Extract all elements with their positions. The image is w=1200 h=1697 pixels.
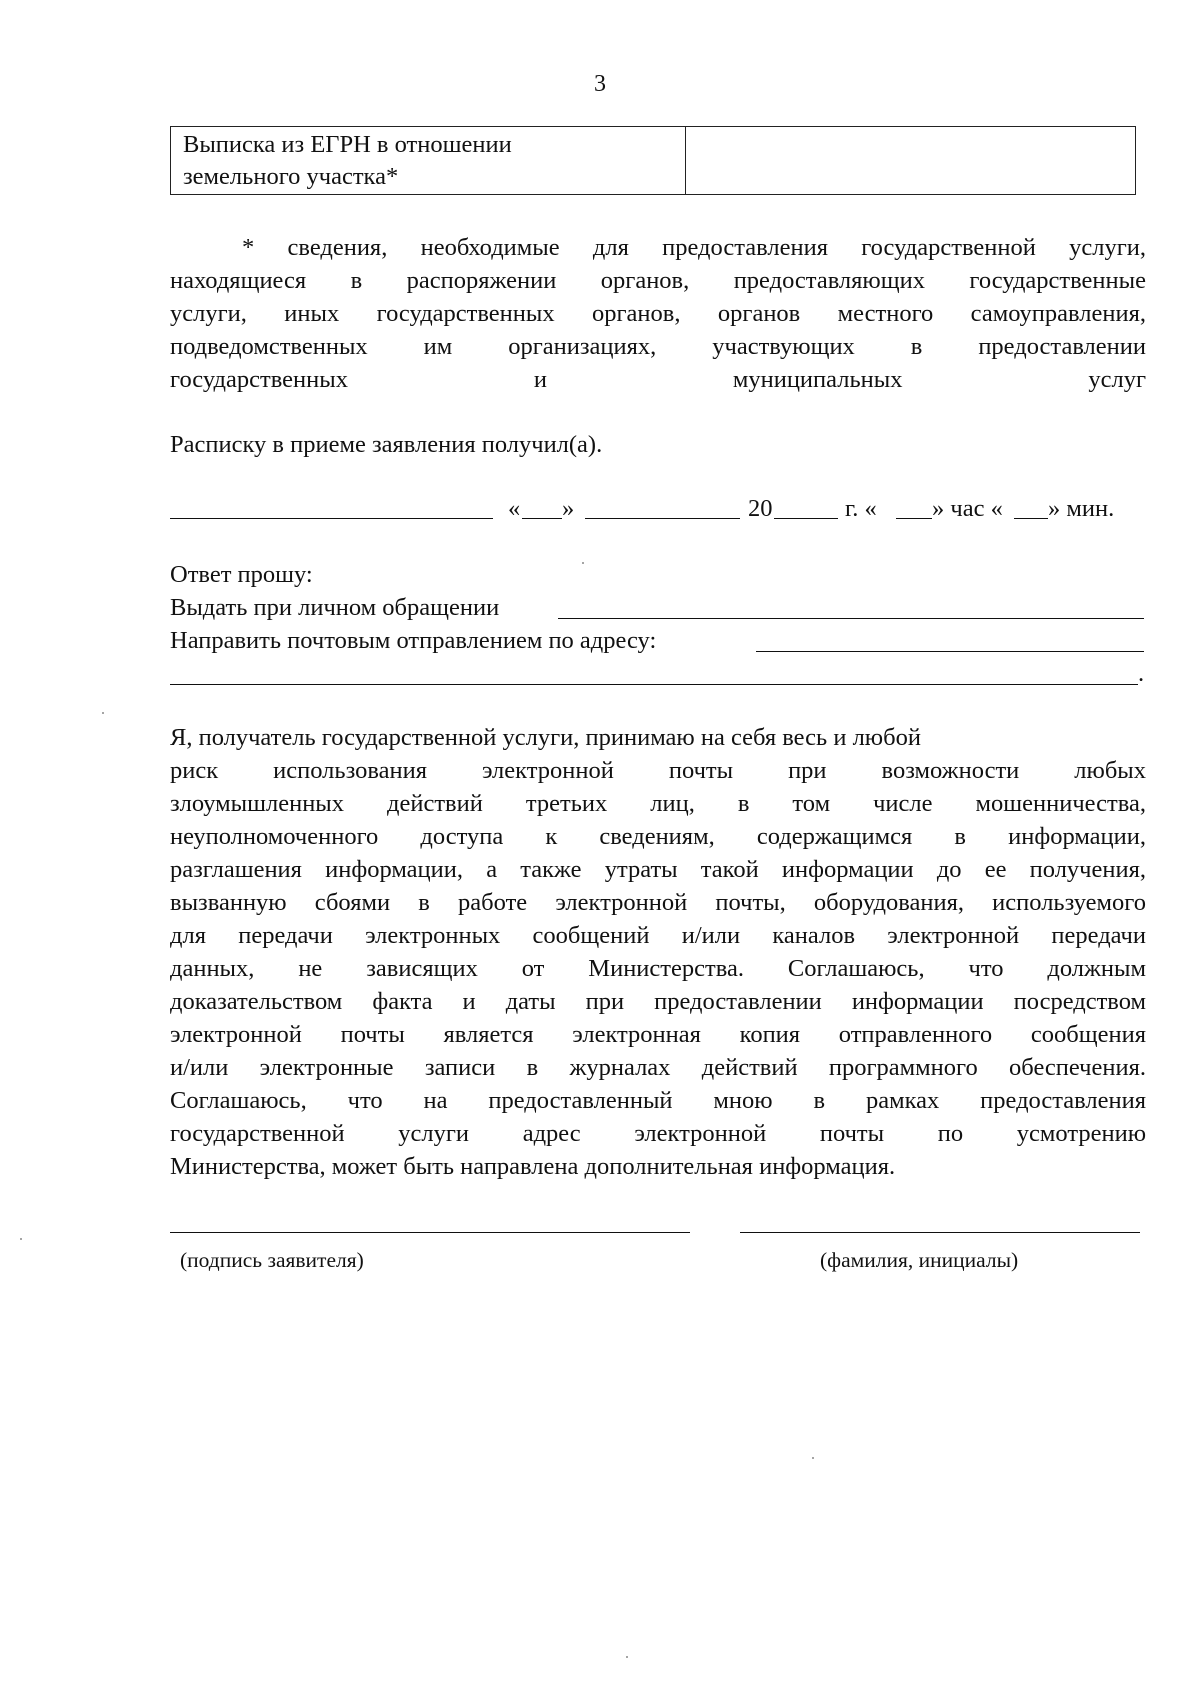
address-end-dot: . — [1138, 660, 1145, 687]
receipt-date-line — [170, 492, 1140, 525]
minute-close: » мин. — [1048, 495, 1115, 522]
signature-blank[interactable] — [170, 1232, 690, 1233]
month-blank[interactable] — [585, 492, 740, 519]
year-blank[interactable] — [774, 492, 838, 519]
consent-line: Соглашаюсь, что на предоставленный мною в рамках предоставления — [170, 1087, 1146, 1114]
year-suffix: г. « — [845, 495, 877, 522]
mail-address-blank-continued[interactable] — [170, 684, 1138, 685]
table-row-label-line2: земельного участка* — [183, 163, 399, 190]
answer-section — [170, 558, 1146, 690]
signature-label: (подпись заявителя) — [180, 1248, 364, 1272]
consent-line: государственной услуги адрес электронной почты по усмотрению — [170, 1120, 1146, 1147]
quote-close: » — [562, 495, 575, 522]
page-number: 3 — [594, 71, 606, 97]
receiver-blank[interactable] — [170, 492, 493, 519]
consent-line: вызванную сбоями в работе электронной почты, оборудования, используемого — [170, 889, 1146, 916]
scan-speck — [20, 1238, 22, 1240]
minute-blank[interactable] — [1014, 492, 1048, 519]
footnote-line: услуги, иных государственных органов, органов местного самоуправления, — [170, 300, 1146, 327]
table-row-label — [171, 127, 686, 194]
hour-blank[interactable] — [896, 492, 932, 519]
answer-option-by-mail-label: Направить почтовым отправлением по адресу: — [170, 627, 657, 654]
consent-line: для передачи электронных сообщений и/или каналов электронной передачи — [170, 922, 1146, 949]
answer-option-in-person-label: Выдать при личном обращении — [170, 594, 500, 621]
documents-table — [170, 126, 1136, 195]
consent-line: злоумышленных действий третьих лиц, в том числе мошенничества, — [170, 790, 1146, 817]
consent-line: и/или электронные записи в журналах действий программного обеспечения. — [170, 1054, 1146, 1081]
signature-block — [170, 1232, 1146, 1292]
answer-option-by-mail — [170, 624, 1146, 657]
name-label: (фамилия, инициалы) — [820, 1248, 1019, 1272]
scan-speck — [102, 712, 104, 714]
scan-speck — [812, 1457, 814, 1459]
name-blank[interactable] — [740, 1232, 1140, 1233]
footnote-line: * сведения, необходимые для предоставления государственной услуги, — [242, 234, 1146, 261]
footnote-line: государственных и муниципальных услуг — [170, 366, 1146, 393]
year-prefix: 20 — [748, 495, 773, 522]
scan-speck — [582, 562, 584, 564]
quote-open: « — [508, 495, 521, 522]
footnote-line: находящиеся в распоряжении органов, предоставляющих государственные — [170, 267, 1146, 294]
address-continuation — [170, 657, 1146, 690]
consent-paragraph — [170, 721, 1146, 1183]
footnote — [170, 231, 1146, 396]
consent-line: данных, не зависящих от Министерства. Соглашаюсь, что должным — [170, 955, 1146, 982]
consent-line: электронной почты является электронная копия отправленного сообщения — [170, 1021, 1146, 1048]
consent-line: доказательством факта и даты при предоставлении информации посредством — [170, 988, 1146, 1015]
answer-title: Ответ прошу: — [170, 561, 313, 588]
consent-line: Министерства, может быть направлена дополнительная информация. — [170, 1153, 896, 1180]
consent-line: риск использования электронной почты при возможности любых — [170, 757, 1146, 784]
day-blank[interactable] — [522, 492, 562, 519]
table-row-label-line1: Выписка из ЕГРН в отношении — [183, 131, 512, 158]
hour-close: » час « — [932, 495, 1003, 522]
in-person-blank[interactable] — [558, 618, 1144, 619]
mail-address-blank[interactable] — [756, 651, 1144, 652]
consent-line: Я, получатель государственной услуги, принимаю на себя весь и любой — [170, 724, 921, 751]
receipt-title: Расписку в приеме заявления получил(а). — [170, 431, 603, 458]
consent-line: неуполномоченного доступа к сведениям, содержащимся в информации, — [170, 823, 1146, 850]
consent-line: разглашения информации, а также утраты такой информации до ее получения, — [170, 856, 1146, 883]
footnote-line: подведомственных им организациях, участвующих в предоставлении — [170, 333, 1146, 360]
answer-option-in-person — [170, 591, 1146, 624]
scan-speck — [626, 1656, 628, 1658]
table-row-value — [686, 127, 1135, 194]
